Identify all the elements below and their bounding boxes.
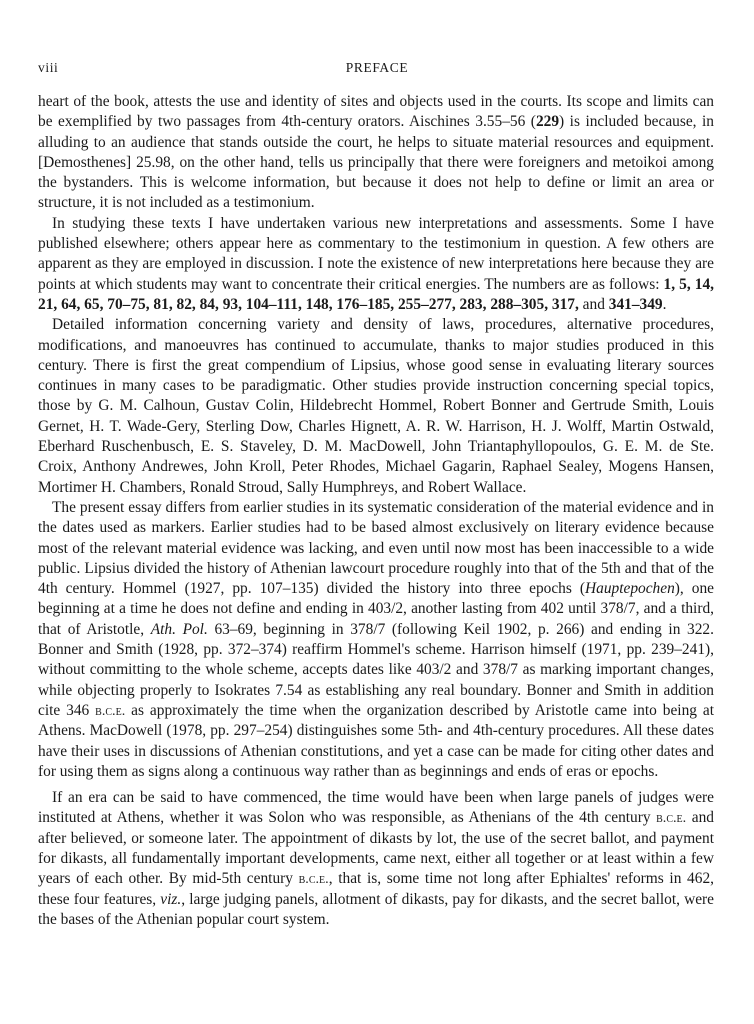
text-run: The present essay differs from earlier studies in its systematic consideration of the material evidence and in the dates used as markers. Earlier studies had to be based almost exclusively on literary evidence because most of the relevant material evidence was lacking, and even until now most has been inaccessible to a wide public. Lipsius divided the history of Athenian lawcourt procedure roughly into that of the 5th and that of the 4th century. Hommel (1927, pp. 107–135) divided the history into three epochs ( (38, 498, 714, 598)
text-run: and (578, 295, 609, 313)
paragraph (38, 315, 714, 498)
testimonium-numbers: 341–349 (608, 295, 663, 313)
text-run: and after believed, or someone later. The appointment of dikasts by lot, the use of the secret ballot, and payment for dikasts, all fundamentally important developments, came next, either all together or at least within a few years of each other. By mid-5th century (38, 809, 714, 888)
testimonium-numbers: 1, 5, 14, 21, 64, 65, 70–75, 81, 82, 84, 93, 104–111, 148, 176–185, 255–277, 283, 288–305, 317, (38, 275, 714, 313)
text-run: If an era can be said to have commenced, the time would have been when large panels of judges were instituted at Athens, whether it was Solon who was responsible, as Athenians of the 4th century (38, 789, 714, 827)
text-run: ) is included because, in alluding to an audience that stands outside the court, he helps to situate material resources and equipment. [Demosthenes] 25.98, on the other hand, tells us principally that there were foreigners and metoikoi among the bystanders. This is welcome information, but because it does not help to define or limit an area or structure, it is not included as a testimonium. (38, 113, 714, 212)
running-header (38, 60, 716, 82)
era-abbrev: b.c.e. (656, 810, 687, 827)
text-run: 63–69, beginning in 378/7 (following Keil 1902, p. 266) and ending in 322. Bonner and Smith (1928, pp. 372–374) reaffirm Hommel's scheme. Harrison himself (1971, pp. 239–241), without committing to the whole scheme, accepts dates like 403/2 and 378/7 as marking important changes, while objecting properly to Isokrates 7.54 as establishing any real boundary. Bonner and Smith in addition cite 346 (38, 620, 714, 719)
paragraph (38, 498, 714, 782)
italic-term: viz. (160, 890, 182, 908)
page-number: viii (38, 60, 59, 75)
text-run: . (662, 295, 667, 313)
text-run: Detailed information concerning variety and density of laws, procedures, alternative procedures, modifications, and manoeuvres has continued to accumulate, thanks to major studies produced in this century. There is first the great compendium of Lipsius, whose good sense in evaluating literary sources continues in many cases to be paradigmatic. Other studies provide instruction concerning special topics, those by G. M. Calhoun, Gustav Colin, Hildebrecht Hommel, Robert Bonner and Gertrude Smith, Louis Gernet, H. T. Wade-Gery, Sterling Dow, Charles Hignett, A. R. W. Harrison, H. J. Wolff, Martin Ostwald, Eberhard Ruschenbusch, E. S. Staveley, D. M. MacDowell, John Triantaphyllopoulos, G. E. M. de Ste. Croix, Anthony Andrewes, John Kroll, Peter Rhodes, Michael Gagarin, Raphael Sealey, Mogens Hansen, Mortimer H. Chambers, Ronald Stroud, Sally Humphreys, and Robert Wallace. (38, 316, 714, 496)
text-run: heart of the book, attests the use and identity of sites and objects used in the courts. Its scope and limits can be exemplified by two passages from 4th-century orators. Aischines 3.55–56 ( (38, 93, 714, 131)
italic-term: Hauptepochen (585, 580, 675, 598)
text-run: as approximately the time when the organization described by Aristotle came into being at Athens. MacDowell (1978, pp. 297–254) distinguishes some 5th- and 4th-century procedures. All these dates have their uses in discussions of Athenian constitutions, and yet a case can be made for citing other dates and for using them as signs along a continuous way rather than as beginnings and ends of eras or epochs. (38, 701, 714, 780)
body-text (38, 92, 714, 930)
testimonium-numbers: 229 (535, 113, 560, 131)
paragraph (38, 92, 714, 214)
text-run: , that is, some time not long after Ephialtes' reforms in 462, these four features, (38, 870, 714, 908)
paragraph (38, 788, 714, 930)
text-run: , large judging panels, allotment of dikasts, pay for dikasts, and the secret ballot, were the bases of the Athenian popular court system. (38, 890, 715, 928)
era-abbrev: b.c.e. (298, 871, 329, 888)
text-run: In studying these texts I have undertaken various new interpretations and assessments. Some I have published elsewhere; others appear here as commentary to the testimonium in question. A few others are apparent as they are employed in discussion. I note the existence of new interpretations here because they are points at which students may want to concentrate their critical energies. The numbers are as follows: (38, 214, 714, 293)
running-title: PREFACE (345, 60, 409, 75)
paragraph (38, 214, 714, 315)
era-abbrev: b.c.e. (95, 702, 126, 719)
italic-term: Ath. Pol. (150, 620, 208, 638)
text-run: ), one beginning at a time he does not define and ending in 403/2, another lasting from 402 until 378/7, and a third, that of Aristotle, (38, 580, 714, 638)
